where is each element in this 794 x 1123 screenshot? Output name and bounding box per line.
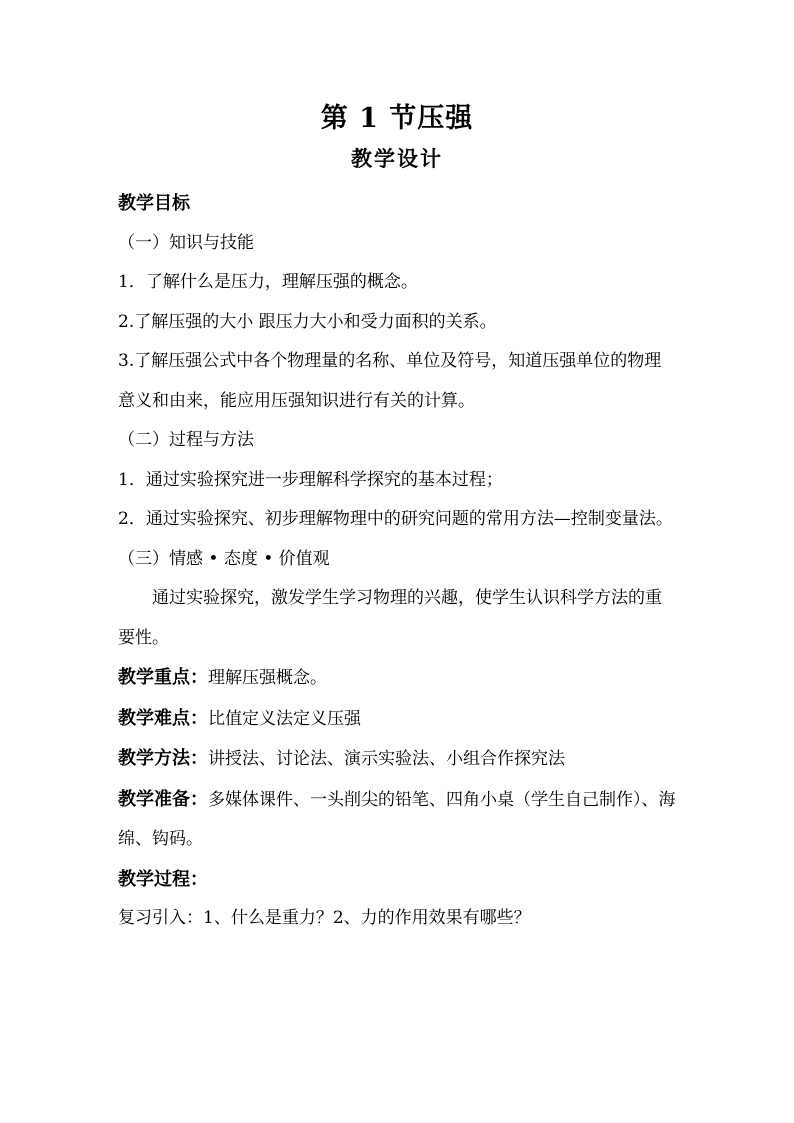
attitude-paragraph: 通过实验探究，激发学生学习物理的兴趣，使学生认识科学方法的重要性。 xyxy=(118,588,662,648)
method-text: 讲授法、讨论法、演示实验法、小组合作探究法 xyxy=(208,749,565,769)
objective-item: 2．通过实验探究、初步理解物理中的研究问题的常用方法—控制变量法。 xyxy=(118,509,673,529)
difficulty-line xyxy=(118,699,678,740)
method-line xyxy=(118,739,678,780)
page-subtitle: 教学设计 xyxy=(351,146,443,171)
section-heading-attitude: （三）情感 • 态度 • 价值观 xyxy=(118,548,330,569)
method-label: 教学方法： xyxy=(118,748,208,769)
key-point-text: 理解压强概念。 xyxy=(208,668,327,688)
section-heading-process: （二）过程与方法 xyxy=(118,430,254,450)
key-point-line xyxy=(118,658,678,699)
section-heading-knowledge: （一）知识与技能 xyxy=(118,232,254,253)
objective-item: 1．通过实验探究进一步理解科学探究的基本过程； xyxy=(118,469,503,490)
objectives-heading: 教学目标 xyxy=(118,193,190,214)
review-line: 复习引入：1、什么是重力？2、力的作用效果有哪些？ xyxy=(118,908,531,928)
document-body xyxy=(118,184,678,939)
preparation-text: 多媒体课件、一头削尖的铅笔、四角小桌（学生自己制作）、海绵、钩码。 xyxy=(118,789,676,849)
key-point-label: 教学重点： xyxy=(118,667,208,688)
page-title: 第 1 节压强 xyxy=(320,103,474,134)
objective-item: 3.了解压强公式中各个物理量的名称、单位及符号，知道压强单位的物理意义和由来，能应用压强知识进行有关的计算。 xyxy=(118,351,662,411)
difficulty-text: 比值定义法定义压强 xyxy=(208,708,361,729)
objective-item: 2.了解压强的大小 跟压力大小和受力面积的关系。 xyxy=(118,311,497,332)
process-heading: 教学过程： xyxy=(118,868,208,890)
preparation-label: 教学准备： xyxy=(118,788,208,810)
preparation-line xyxy=(118,780,678,860)
difficulty-label: 教学难点： xyxy=(118,707,208,729)
objective-item: 1．了解什么是压力，理解压强的概念。 xyxy=(118,272,418,292)
